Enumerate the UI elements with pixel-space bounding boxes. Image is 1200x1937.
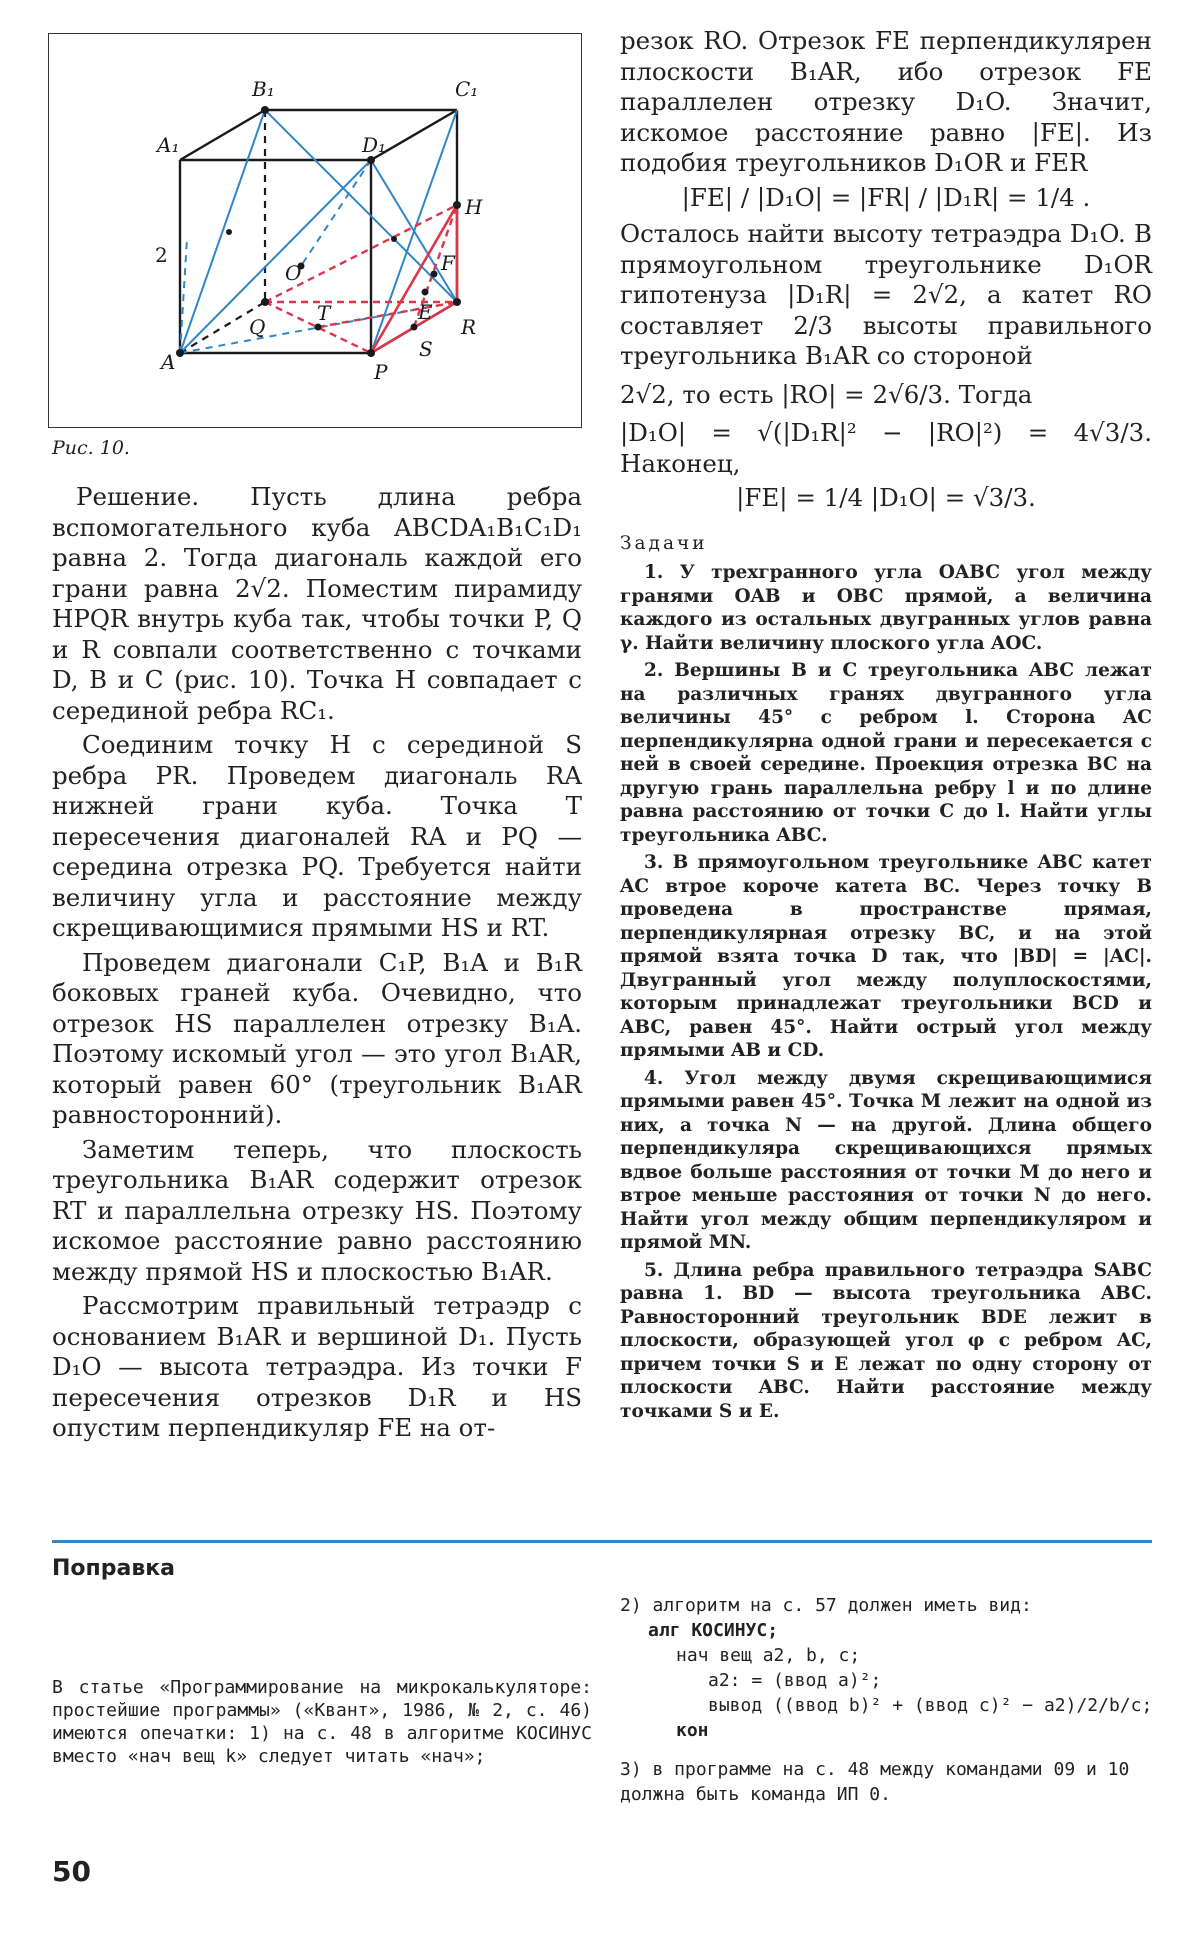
paragraph: Проведем диагонали C₁P, B₁A и B₁R боковых граней куба. Очевидно, что отрезок HS параллелен отрезку B₁A. Поэтому искомый угол — это угол B₁AR, который равен 60° (треугольник B₁AR равносторонний). — [52, 947, 582, 1129]
figure-caption: Рис. 10. — [52, 437, 130, 459]
label-two: 2 — [155, 243, 168, 267]
label-c1: C₁ — [455, 77, 479, 101]
page-number: 50 — [52, 1855, 91, 1888]
task-item: 3. В прямоугольном треугольнике ABC катет AC втрое короче катета BC. Через точку B проведена в пространстве прямая, перпендикулярная отрезку BC, и на этой прямой взята точка D так, что |BD| = |AC|. Двугранный угол между полуплоскостями, которым принадлежат треугольники BCD и ABC, равен 45°. Найти острый угол между прямыми AB и CD. — [620, 852, 1152, 1061]
task-item: 4. Угол между двумя скрещивающимися прямыми равен 45°. Точка M лежит на одной из них, а точка N — на другой. Длина общего перпендикуляра скрещивающихся прямых вдвое больше расстояния от точки M до него и втрое меньше расстояния от точки N до него. Найти угол между общим перпендикуляром и прямой MN. — [620, 1067, 1152, 1253]
formula-fe: |FE| = 1/4 |D₁O| = √3/3. — [736, 483, 1036, 512]
correction-left — [52, 1676, 592, 1768]
point-q — [261, 298, 269, 306]
algo-line: алг КОСИНУС; — [648, 1620, 779, 1641]
algo-line: кон — [676, 1720, 709, 1741]
point-a — [176, 349, 184, 357]
paragraph: Заметим теперь, что плоскость треугольника B₁AR содержит отрезок RT и параллельна отрезку HS. Поэтому искомое расстояние равно расстоянию между прямой HS и плоскостью B₁AR. — [52, 1134, 582, 1286]
label-a1: A₁ — [157, 133, 180, 157]
right-column — [620, 26, 1152, 1427]
label-e: E — [418, 300, 433, 324]
point-p — [367, 349, 375, 357]
point-f — [431, 271, 438, 278]
point-r — [453, 298, 461, 306]
algorithm-block — [620, 1618, 1160, 1743]
task-item: 2. Вершины B и C треугольника ABC лежат на различных гранях двугранного угла величины 45° с ребром l. Сторона AC перпендикулярна одной грани и пересекается с ней в своей середине. Проекция отрезка BC на другую грань параллельна ребру l и по длине равна расстоянию от точки C до l. Найти углы треугольника ABC. — [620, 660, 1152, 846]
point-b1 — [261, 106, 269, 114]
paragraph: |D₁O| = √(|D₁R|² − |RO|²) = 4√3/3. Наконец, — [620, 418, 1152, 478]
line-d1a — [180, 160, 371, 353]
tasks-section — [620, 532, 1152, 1424]
paragraph: резок RO. Отрезок FE перпендикулярен плоскости B₁AR, ибо отрезок FE параллелен отрезку D₁O. Значит, искомое расстояние равно |FE|. Из подобия треугольников D₁OR и FER — [620, 26, 1152, 177]
correction-title: Поправка — [52, 1556, 176, 1581]
cube-diagram — [49, 34, 583, 429]
line-d1o — [301, 160, 371, 266]
correction-item-3: 3) в программе на с. 48 между командами 09 и 10 должна быть команда ИП 0. — [620, 1759, 1130, 1805]
label-q: Q — [249, 315, 266, 339]
point-mid — [391, 236, 397, 242]
algo-line: вывод ((ввод b)² + (ввод c)² − a2)/2/b/c; — [708, 1695, 1153, 1716]
point-d1 — [367, 156, 375, 164]
point-left — [226, 229, 232, 235]
left-column — [52, 482, 582, 1448]
correction-right — [620, 1593, 1160, 1807]
paragraph: 2√2, то есть |RO| = 2√6/3. Тогда — [620, 379, 1033, 409]
label-r: R — [461, 315, 477, 339]
label-a: A — [161, 350, 176, 374]
label-s: S — [419, 337, 433, 361]
formula-ratio: |FE| / |D₁O| = |FR| / |D₁R| = 1/4 . — [681, 182, 1091, 212]
label-b1: B₁ — [252, 77, 275, 101]
algo-line: нач вещ a2, b, c; — [676, 1645, 861, 1666]
paragraph: Решение. Пусть длина ребра вспомогательного куба ABCDA₁B₁C₁D₁ равна 2. Тогда диагональ каждой его грани равна 2√2. Поместим пирамиду HPQR внутрь куба так, чтобы точки P, Q и R совпали соответственно с точками D, B и C (рис. 10). Точка H совпадает с серединой ребра RC₁. — [52, 482, 582, 725]
label-d1: D₁ — [362, 133, 387, 157]
label-h: H — [465, 195, 483, 219]
point-e — [422, 289, 429, 296]
label-o: O — [285, 261, 302, 285]
point-s — [411, 324, 418, 331]
section-divider — [52, 1540, 1152, 1543]
point-h — [453, 201, 461, 209]
figure-10 — [48, 33, 582, 428]
label-p: P — [374, 360, 388, 384]
correction-text: В статье «Программирование на микрокалькуляторе: простейшие программы» («Квант», 1986, № 2, с. 46) имеются опечатки: 1) на с. 48 в алгоритме КОСИНУС вместо «нач вещ k» следует читать «нач»; — [52, 1677, 592, 1767]
tasks-title: Задачи — [620, 532, 708, 554]
paragraph: Соединим точку H с серединой S ребра PR. Проведем диагональ RA нижней грани куба. Точка T пересечения диагоналей RA и PQ — середина отрезка PQ. Требуется найти величину угла и расстояние между скрещивающимися прямыми HS и RT. — [52, 730, 582, 942]
task-item: 1. У трехгранного угла OABC угол между гранями OAB и OBC прямой, а величина каждого из остальных двугранных углов равна γ. Найти величину плоского угла AOC. — [620, 562, 1152, 654]
algo-line: a2: = (ввод a)²; — [708, 1670, 882, 1691]
paragraph: Осталось найти высоту тетраэдра D₁O. В прямоугольном треугольнике D₁OR гипотенуза |D₁R| = 2√2, а катет RO составляет 2/3 высоты правильного треугольника B₁AR со стороной — [620, 219, 1152, 370]
label-t: T — [317, 301, 331, 325]
edge-a1b1 — [180, 110, 265, 160]
task-item: 5. Длина ребра правильного тетраэдра SABC равна 1. BD — высота треугольника ABC. Равносторонний треугольник BDE лежит в плоскости, образующей угол φ с ребром AC, причем точки S и E лежат по одну сторону от плоскости ABC. Найти расстояние между точками S и E. — [620, 1259, 1152, 1422]
paragraph: Рассмотрим правильный тетраэдр с основанием B₁AR и вершиной D₁. Пусть D₁O — высота тетраэдра. Из точки F пересечения отрезков D₁R и HS опустим перпендикуляр FE на от- — [52, 1291, 582, 1442]
correction-item-2: 2) алгоритм на с. 57 должен иметь вид: — [620, 1595, 1032, 1616]
label-f: F — [441, 251, 455, 275]
